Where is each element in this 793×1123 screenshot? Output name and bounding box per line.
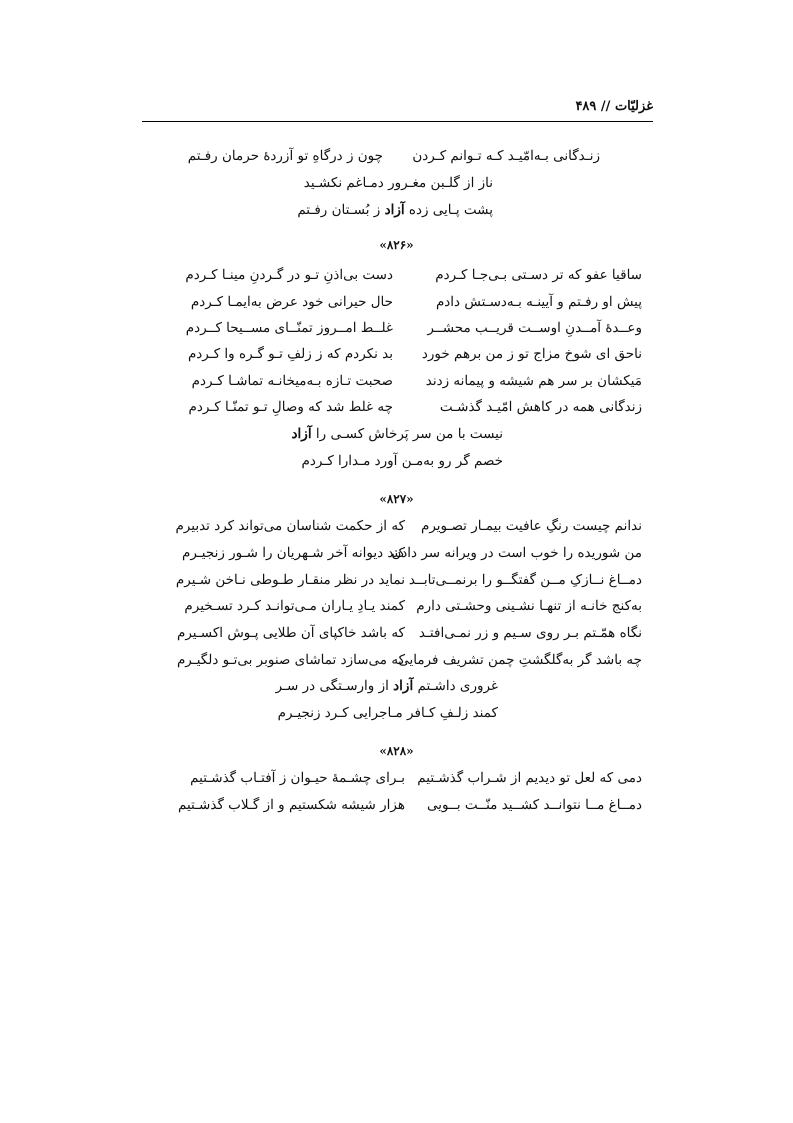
closing-line-2: کمند زلـفِ کـافر مـاجرایی کـرد زنجیـرم [277, 705, 498, 721]
g825-line1-right: زنـدگانی بـه‌امّیـد کـه تـوانم کـردن [412, 148, 600, 164]
verse-left: چه غلط شد که وصالِ تـو تمنّـا کـردم [188, 399, 393, 415]
ghazal-number: «۸۲۶» [379, 238, 414, 252]
verse-left: کمند یـادِ یـاران مـی‌توانـد کـرد تسـخیرم [184, 598, 405, 614]
closing-line-1: نیست با من سر پَرخاش کسـی را آزاد [291, 426, 503, 442]
verse-right: ساقیا عفو که تر دسـتی بـی‌جـا کـردم [435, 267, 642, 283]
g825-line2: ناز از گلـبن مغـرور دمـاغم نکشـید [303, 175, 493, 191]
running-header: غزلیّات // ۴۸۹ [575, 99, 653, 114]
verse-right: چه باشد گر به‌گلگشتِ چمن تشریف فرمایی [398, 652, 642, 668]
closing-line-1: غروری داشـتم آزاد از وارسـتگی در سـر [275, 678, 498, 694]
g825-line1-left: چون ز درگاهِ تو آزردهٔ حرمان رفـتم [187, 148, 383, 164]
verse-left: که می‌سازد تماشای صنوبر بی‌تـو دلگیـرم [176, 652, 405, 668]
verse-left: غلــط امــروز تمنّــای مســیحا کــردم [185, 320, 393, 336]
verse-left: بد نکردم که ز زلفِ تـو گـره وا کـردم [187, 346, 393, 362]
closing-line-2: خصم گر رو به‌مـن آورد مـدارا کـردم [301, 453, 503, 469]
verse-left: صحبت تـازه بـه‌میخانـه تماشـا کـردم [191, 373, 393, 389]
verse-left: که باشد خاکپای آن طلایی پـوش اکسـیرم [176, 625, 405, 641]
verse-left: کند دیوانه آخر شـهریان را شـور زنجیـرم [182, 545, 405, 561]
verse-right: دمــاغ مــا نتوانــد کشــید منّــت بــویی [426, 797, 642, 813]
verse-right: من شوریده را خوب است در ویرانه سر دادن [391, 545, 642, 561]
poet-name: آزاد [393, 678, 414, 694]
verse-right: دمــاغ نــازکِ مــن گفتگــو را برنمــی‌تابــد [408, 572, 642, 588]
verse-right: پیش او رفـتم و آیینـه بـه‌دسـتش دادم [435, 294, 642, 310]
verse-right: ندانم چیست رنگِ عافیت بیمـار تصـویرم [420, 518, 642, 534]
poet-name: آزاد [384, 202, 405, 218]
ghazal-number: «۸۲۷» [379, 492, 414, 506]
verse-right: وعــدهٔ آمــدنِ اوســت قریــب محشــر [427, 320, 642, 336]
verse-right: زندگانی همه در کاهش امّیـد گذشـت [439, 399, 642, 415]
verse-right: مَیکشان بر سر هم شیشه و پیمانه زدند [425, 373, 642, 389]
verse-left: هزار شیشه شکستیم و از گـلاب گذشـتیم [177, 797, 405, 813]
verse-left: که از حکمت شناسان می‌تواند کرد تدبیرم [175, 518, 405, 534]
verse-right: ناحق ای شوخ مزاج تو ز من برهم خورد [421, 346, 642, 362]
verse-right: نگاه همّـتم بـر روی سـیم و زر نمـی‌افتـد [418, 625, 642, 641]
verse-left: بـرای چشـمهٔ حیـوان ز آفتـاب گذشـتیم [190, 770, 405, 786]
poet-name: آزاد [291, 426, 312, 442]
ghazal-number: «۸۲۸» [379, 744, 414, 758]
verse-left: دست بی‌اذنِ تـو در گـردنِ مینـا کـردم [185, 267, 393, 283]
verse-left: نماید در نظر منقـار طـوطی نـاخن شـیرم [175, 572, 405, 588]
verse-right: به‌کنج خانـه از تنهـا نشـینی وحشـتی دارم [416, 598, 642, 614]
g825-closing-line: پشت پـایی زده آزاد ز بُسـتان رفـتم [297, 202, 493, 218]
verse-right: دمی که لعل تو دیدیم از شـراب گذشـتیم [417, 770, 642, 786]
verse-left: حال حیرانی خود عرض به‌ایمـا کـردم [190, 294, 393, 310]
